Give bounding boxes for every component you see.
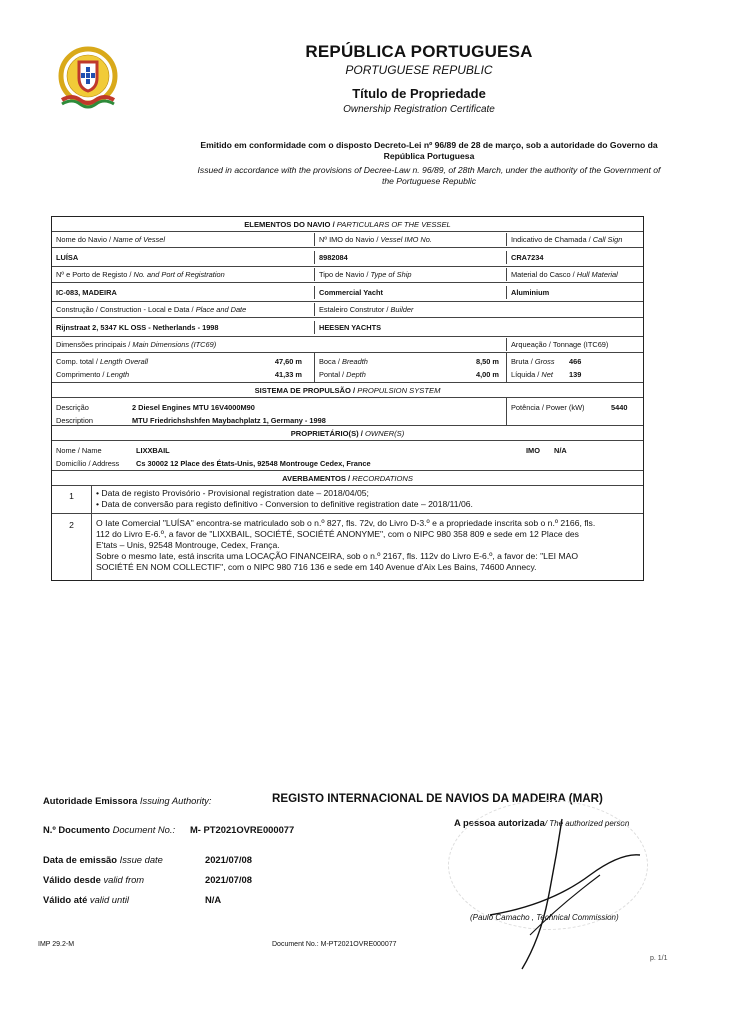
issued-statement-en: Issued in accordance with the provisions of Decree-Law n. 96/89, of 28th March, under the authority of the Government of the Portuguese Republic xyxy=(197,165,661,186)
recordation-1: 1 • Data de registo Provisório - Provisional registration date – 2018/04/05; • Data de conversão para registo definitivo - Conversion to definitive registration date – 2018/11/06. xyxy=(52,486,643,514)
document-number-footer: Document No.: M-PT2021OVRE000077 xyxy=(272,941,397,948)
owner-name: LIXXBAIL xyxy=(136,446,170,455)
document-number: M- PT2021OVRE000077 xyxy=(190,824,295,835)
vessel-imo: 8982084 xyxy=(315,251,507,264)
hull-material: Aluminium xyxy=(511,287,550,297)
length-overall: 47,60 m xyxy=(274,357,302,366)
owner-imo: N/A xyxy=(554,446,567,455)
section-owners: PROPRIETÁRIO(S) / OWNER(S) xyxy=(52,426,643,441)
port-of-registration: IC-083, MADEIRA xyxy=(52,286,315,299)
vessel-table: ELEMENTOS DO NAVIO / PARTICULARS OF THE VESSEL Nome do Navio / Name of Vessel Nº IMO do Navio / Vessel IMO No. Indicativo de Chamada / Call Sign LUÍSA 8982084 CRA7234 Nº e Porto de Registo / No. and Port of Registration Tipo de Navio / Type of Ship Material do Casco / Hull Material IC-083, MADEIRA Commercial Yacht Aluminium Construção / Construction - Local e Data / Place and Date Estaleiro Construtor / Builder Rijnstraat 2, 5347 KL OSS - Netherlands - 1998 HEESEN YACHTS Dimensões principais / Main Dimensions (ITC69) Arqueação / Tonnage (ITC69) Comp. total / Length Overall 47,60 m Comprimento / Length 41,33 m Boca / Breadth 8,50 m Pontal / Depth 4,00 m Bruta / Gross 466 Líquida / Net 139 SISTEMA DE PROPULSÃO / PROPULSION SYSTEM Descrição 2 Diesel Engines MTU 16V4000M90 Description MTU Friedrichshshfen Maybachplatz 1, Germany - 1998 Potência / Power (kW) 5440 PROPRIETÁRIO(S) / OWNER(S) Nome / Name LIXXBAIL IMO N/A Domicílio / Address Cs 30002 12 Place des États-Unis, 92548 Montrouge Cedex, France AVERBAMENTOS / RECORDATIONS 1 • Data de registo Provisório - Provisional registration date – 2018/04/05; • Data de conversão para registo definitivo - Conversion to definitive registration date – 2018/11/06. 2 O Iate Comercial "LUÍSA" encontra-se matriculado sob o n.º 827, fls. 72v, do Livro D-3.º e a propriedade inscrita sob o n.º 2166, fls. 112 do Livro E-6.º, a favor de "LIXXBAIL, SOCIÉTÉ, SOCIÉTÉ ANONYME", com o NIPC 980 358 809 e sede em 12 Place des E'tats – Unis, 92548 Montrouge, Cedex, França. Sobre o mesmo Iate, está inscrita uma LOCAÇÃO FINANCEIRA, sob o n.º 2167, fls. 112v do Livro E-6.º, a favor de: "LEI MAO SOCIÉTÉ EN NOM COLLECTIF", com o NIPC 980 716 136 e sede em 140 Avenue d'Aix Les Bains, 74600 Annecy. xyxy=(51,216,644,581)
breadth: 8,50 m xyxy=(475,357,499,366)
authority-name: REGISTO INTERNACIONAL DE NAVIOS DA MADEIRA (MAR) xyxy=(272,792,603,805)
vessel-name: LUÍSA xyxy=(52,251,315,264)
gross-tonnage: 466 xyxy=(569,357,582,366)
country-title: REPÚBLICA PORTUGUESA xyxy=(305,42,533,61)
signature-icon xyxy=(470,815,650,975)
builder: HEESEN YACHTS xyxy=(319,322,382,332)
authorized-person-label: A pessoa autorizada/ The authorized person xyxy=(454,817,630,828)
section-vessel: ELEMENTOS DO NAVIO / PARTICULARS OF THE VESSEL xyxy=(52,217,643,232)
page-number: p. 1/1 xyxy=(650,955,668,962)
document-title: Título de Propriedade xyxy=(352,86,486,101)
signatory: (Paulo Camacho , Technical Commission) xyxy=(470,913,619,922)
propulsion-line-1: 2 Diesel Engines MTU 16V4000M90 xyxy=(132,403,255,412)
propulsion-line-2: MTU Friedrichshshfen Maybachplatz 1, Germany - 1998 xyxy=(132,416,326,425)
coat-of-arms-icon xyxy=(48,40,128,116)
section-recordations: AVERBAMENTOS / RECORDATIONS xyxy=(52,471,643,486)
recordation-2: 2 O Iate Comercial "LUÍSA" encontra-se matriculado sob o n.º 827, fls. 72v, do Livro D-3.º e a propriedade inscrita sob o n.º 2166, fls. 112 do Livro E-6.º, a favor de "LIXXBAIL, SOCIÉTÉ, SOCIÉTÉ ANONYME", com o NIPC 980 358 809 e sede em 12 Place des E'tats – Unis, 92548 Montrouge, Cedex, França. Sobre o mesmo Iate, está inscrita uma LOCAÇÃO FINANCEIRA, sob o n.º 2167, fls. 112v do Livro E-6.º, a favor de: "LEI MAO SOCIÉTÉ EN NOM COLLECTIF", com o NIPC 980 716 136 e sede em 140 Avenue d'Aix Les Bains, 74600 Annecy. xyxy=(52,514,643,580)
depth: 4,00 m xyxy=(475,370,499,379)
form-code: IMP 29.2-M xyxy=(38,941,75,948)
issued-statement: Emitido em conformidade com o disposto Decreto-Lei nº 96/89 de 28 de março, sob a autoridade do Governo da República Portuguesa xyxy=(200,140,658,161)
owner-address: Cs 30002 12 Place des États-Unis, 92548 Montrouge Cedex, France xyxy=(136,459,371,468)
valid-until: N/A xyxy=(205,894,222,905)
construction-place-date: Rijnstraat 2, 5347 KL OSS - Netherlands - 1998 xyxy=(52,321,315,334)
ship-type: Commercial Yacht xyxy=(315,286,507,299)
call-sign: CRA7234 xyxy=(511,252,544,262)
section-propulsion: SISTEMA DE PROPULSÃO / PROPULSION SYSTEM xyxy=(52,383,643,398)
docno-label: N.º Documento Document No.: xyxy=(43,824,176,835)
net-tonnage: 139 xyxy=(569,370,582,379)
length: 41,33 m xyxy=(274,370,302,379)
document-title-en: Ownership Registration Certificate xyxy=(343,104,495,115)
issue-date: 2021/07/08 xyxy=(205,854,252,865)
authority-label: Autoridade Emissora Issuing Authority: xyxy=(43,795,212,806)
valid-from: 2021/07/08 xyxy=(205,874,252,885)
power-kw: 5440 xyxy=(611,403,628,412)
country-title-en: PORTUGUESE REPUBLIC xyxy=(345,63,493,77)
